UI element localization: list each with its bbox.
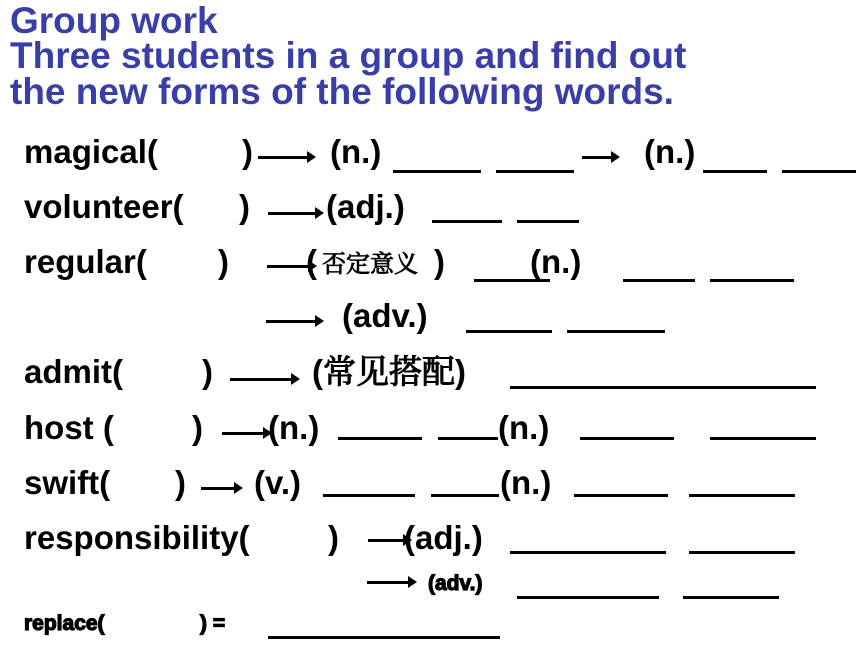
regular-tag-negative-meaning: 否定意义 — [322, 251, 418, 278]
blank-field[interactable] — [393, 170, 481, 173]
regular-tag-adv: (adv.) — [342, 297, 428, 334]
regular-tag-n: (n.) — [530, 243, 582, 280]
word-host-close: ) — [192, 409, 203, 446]
word-regular-close: ) — [218, 243, 229, 280]
instruction-line-2: the new forms of the following words. — [10, 71, 674, 112]
arrow-icon — [266, 320, 318, 323]
blank-field[interactable] — [510, 551, 666, 554]
blank-field[interactable] — [431, 494, 499, 497]
instruction-line-1: Three students in a group and find out — [10, 35, 687, 76]
host-tag-n-1: (n.) — [268, 409, 320, 446]
regular-tag-close: ) — [434, 243, 445, 280]
blank-field[interactable] — [683, 596, 779, 599]
swift-tag-n: (n.) — [500, 464, 552, 501]
word-magical: magical( — [24, 133, 158, 170]
blank-field[interactable] — [496, 170, 574, 173]
blank-field[interactable] — [623, 279, 695, 282]
word-replace-equals: ) = — [200, 612, 226, 635]
word-swift-close: ) — [175, 464, 186, 501]
volunteer-tag-adj: (adj.) — [326, 188, 405, 225]
regular-tag-open: ( — [306, 243, 317, 280]
word-host: host ( — [24, 409, 114, 446]
blank-field[interactable] — [517, 220, 579, 223]
arrow-icon — [201, 487, 237, 490]
word-volunteer-close: ) — [239, 188, 250, 225]
blank-field[interactable] — [574, 494, 668, 497]
blank-field[interactable] — [338, 437, 422, 440]
blank-field[interactable] — [438, 437, 498, 440]
word-magical-close: ) — [242, 133, 253, 170]
magical-tag-n-1: (n.) — [330, 133, 382, 170]
arrow-icon — [582, 156, 614, 159]
word-swift: swift( — [24, 464, 111, 501]
blank-field[interactable] — [782, 170, 856, 173]
arrow-icon — [258, 156, 310, 159]
blank-field[interactable] — [517, 596, 659, 599]
swift-tag-v: (v.) — [254, 464, 302, 501]
blank-field[interactable] — [689, 551, 795, 554]
responsibility-tag-adv: (adv.) — [428, 572, 483, 595]
admit-tag-collocation: (常见搭配) — [312, 353, 466, 390]
blank-field[interactable] — [323, 494, 415, 497]
blank-field[interactable] — [689, 494, 795, 497]
blank-field[interactable] — [710, 279, 794, 282]
host-tag-n-2: (n.) — [498, 409, 550, 446]
arrow-icon — [268, 212, 318, 215]
word-responsibility-close: ) — [328, 519, 339, 556]
blank-field[interactable] — [710, 437, 816, 440]
word-replace: replace( — [24, 612, 105, 635]
blank-field[interactable] — [703, 170, 767, 173]
responsibility-tag-adj: (adj.) — [404, 519, 483, 556]
arrow-icon — [222, 432, 266, 435]
blank-field[interactable] — [432, 220, 502, 223]
arrow-icon — [267, 265, 311, 268]
arrow-icon — [367, 581, 411, 584]
arrow-icon — [230, 378, 294, 381]
word-admit-close: ) — [202, 353, 213, 390]
word-volunteer: volunteer( — [24, 188, 184, 225]
word-regular: regular( — [24, 243, 147, 280]
page-title: Group work — [10, 0, 218, 41]
blank-field[interactable] — [580, 437, 674, 440]
blank-field[interactable] — [510, 386, 816, 389]
blank-field[interactable] — [567, 330, 665, 333]
arrow-icon — [368, 539, 406, 542]
word-admit: admit( — [24, 353, 123, 390]
word-responsibility: responsibility( — [24, 519, 250, 556]
blank-field[interactable] — [268, 636, 500, 639]
magical-tag-n-2: (n.) — [644, 133, 696, 170]
blank-field[interactable] — [466, 330, 552, 333]
